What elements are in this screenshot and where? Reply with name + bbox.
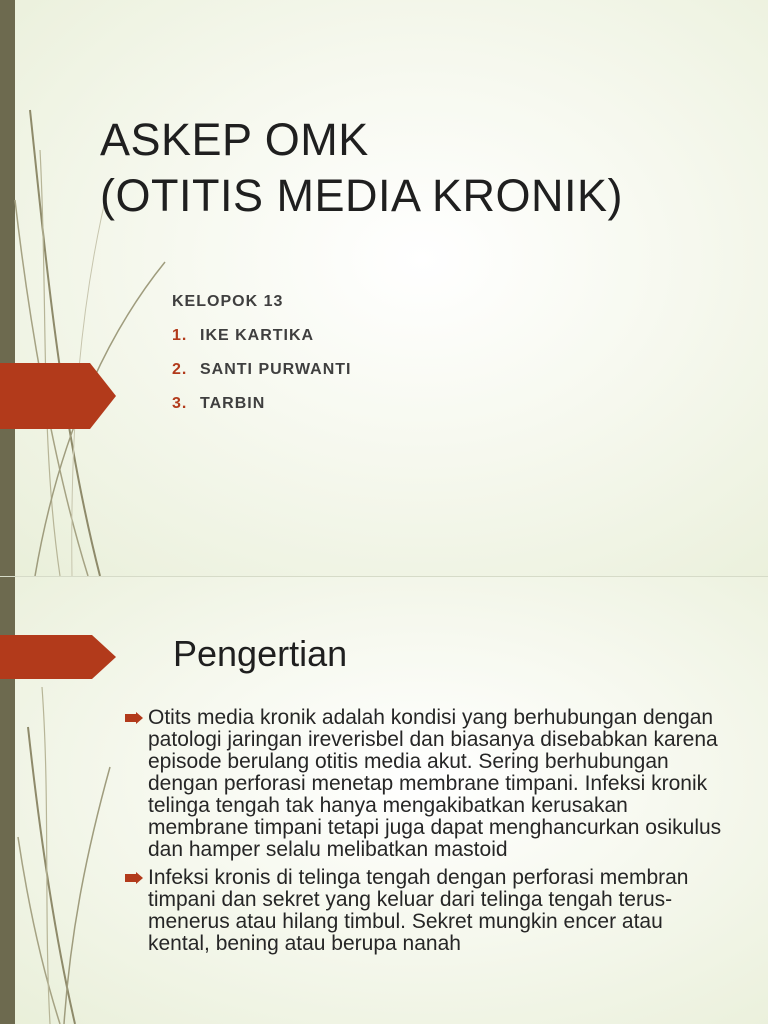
member-number: 1. — [172, 327, 188, 344]
section-heading: Pengertian — [173, 633, 348, 674]
bullet-text: Infeksi kronis di telinga tengah dengan perforasi membran timpani dan sekret yang keluar dari telinga tengah terus-menerus atau hilang timbul. Sekret mungkin encer atau kental, bening atau berupa nanah — [148, 866, 689, 955]
arrow-tab-shape — [0, 363, 120, 429]
member-number: 2. — [172, 361, 188, 378]
member-name: TARBIN — [200, 395, 266, 412]
arrow-tab-shape — [0, 635, 120, 679]
member-item — [172, 360, 351, 394]
decorative-curves — [0, 0, 180, 576]
arrow-bullet-icon — [125, 712, 143, 724]
member-item — [172, 326, 351, 360]
member-name: IKE KARTIKA — [200, 327, 315, 344]
member-item — [172, 394, 351, 428]
bullet-item — [125, 707, 725, 861]
slide-title — [100, 112, 623, 224]
member-name: SANTI PURWANTI — [200, 361, 352, 378]
title-line-1: ASKEP OMK — [100, 114, 369, 165]
content-slide — [0, 577, 768, 1024]
arrow-bullet-icon — [125, 872, 143, 884]
member-list — [172, 326, 351, 428]
member-number: 3. — [172, 395, 188, 412]
bullet-list — [125, 707, 725, 961]
bullet-item — [125, 867, 725, 955]
group-label: KELOPOK 13 — [172, 293, 284, 310]
title-line-2: (OTITIS MEDIA KRONIK) — [100, 170, 624, 221]
bullet-text: Otits media kronik adalah kondisi yang berhubungan dengan patologi jaringan ireverisbel dan biasanya disebabkan karena episode berulang otitis media akut. Sering berhubungan dengan perforasi menetap membrane timpani. Infeksi kronik telinga tengah tak hanya mengakibatkan kerusakan membrane timpani tetapi juga dapat menghancurkan osikulus dan hamper selalu melibatkan mastoid — [148, 706, 722, 861]
